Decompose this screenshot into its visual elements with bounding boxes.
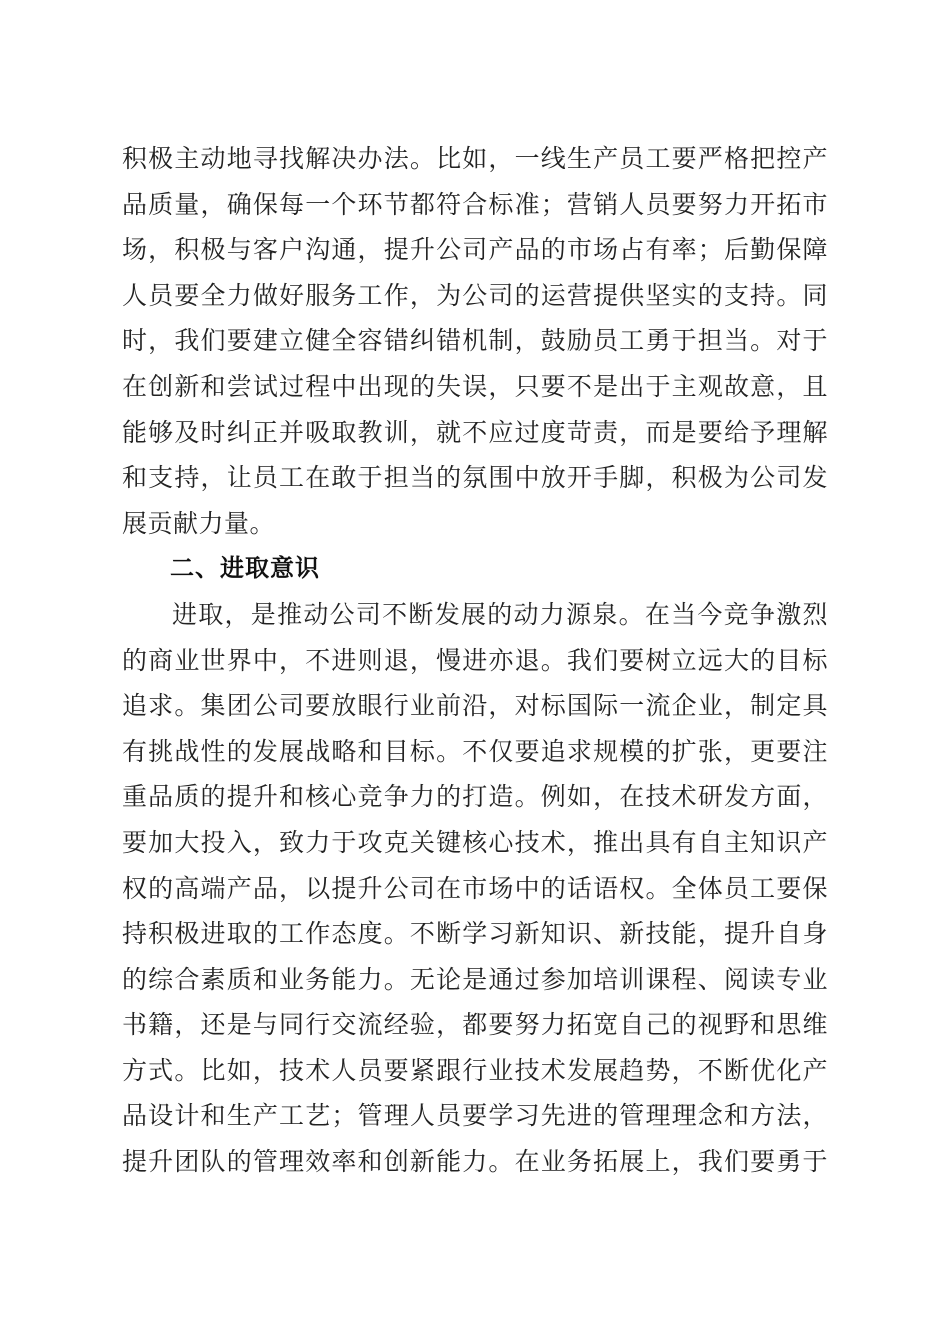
text-line: 持积极进取的工作态度。不断学习新知识、新技能，提升自身 [122,919,828,949]
text-line: 提升团队的管理效率和创新能力。在业务拓展上，我们要勇于 [122,1147,828,1177]
text-line: 能够及时纠正并吸取教训，就不应过度苛责，而是要给予理解 [122,417,828,447]
paragraph-1 [122,136,828,546]
text-line: 展贡献力量。 [122,508,276,538]
text-line: 权的高端产品，以提升公司在市场中的话语权。全体员工要保 [122,873,828,903]
text-line: 要加大投入，致力于攻克关键核心技术，推出具有自主知识产 [122,827,828,857]
text-line: 在创新和尝试过程中出现的失误，只要不是出于主观故意，且 [122,371,828,401]
text-line: 的商业世界中，不进则退，慢进亦退。我们要树立远大的目标 [122,645,828,675]
text-line: 品质量，确保每一个环节都符合标准；营销人员要努力开拓市 [122,189,828,219]
text-line: 书籍，还是与同行交流经验，都要努力拓宽自己的视野和思维 [122,1010,828,1040]
section-heading: 二、进取意识 [170,554,320,583]
text-line: 和支持，让员工在敢于担当的氛围中放开手脚，积极为公司发 [122,463,828,493]
text-line: 时，我们要建立健全容错纠错机制，鼓励员工勇于担当。对于 [122,326,828,356]
paragraph-2 [122,592,828,1185]
text-line: 方式。比如，技术人员要紧跟行业技术发展趋势，不断优化产 [122,1055,828,1085]
text-line: 重品质的提升和核心竞争力的打造。例如，在技术研发方面， [122,782,828,812]
text-line: 追求。集团公司要放眼行业前沿，对标国际一流企业，制定具 [122,691,828,721]
text-line: 品设计和生产工艺；管理人员要学习先进的管理理念和方法， [122,1101,828,1131]
document-body [122,136,828,1185]
text-line: 的综合素质和业务能力。无论是通过参加培训课程、阅读专业 [122,964,828,994]
text-line: 有挑战性的发展战略和目标。不仅要追求规模的扩张，更要注 [122,736,828,766]
text-line: 场，积极与客户沟通，提升公司产品的市场占有率；后勤保障 [122,235,828,265]
text-line: 人员要全力做好服务工作，为公司的运营提供坚实的支持。同 [122,280,828,310]
text-line: 进取，是推动公司不断发展的动力源泉。在当今竞争激烈 [172,599,828,629]
text-line: 积极主动地寻找解决办法。比如，一线生产员工要严格把控产 [122,144,828,173]
